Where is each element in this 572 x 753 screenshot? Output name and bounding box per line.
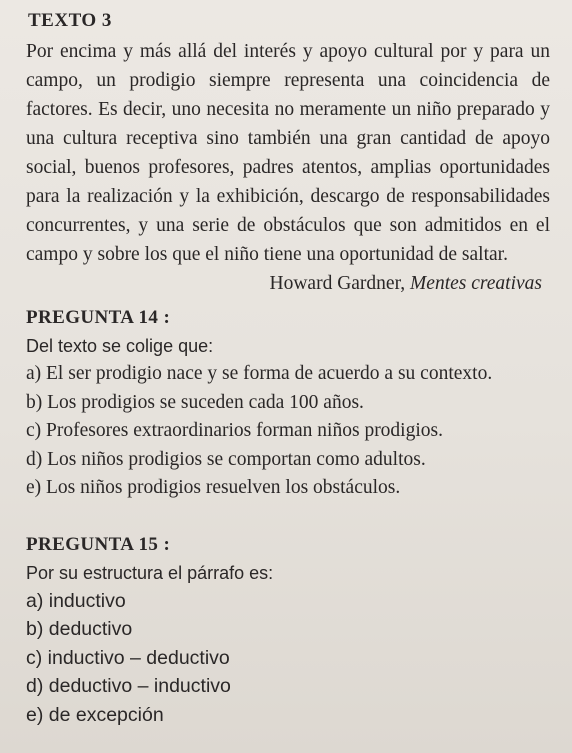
question-14-title: PREGUNTA 14 : [26,307,171,328]
question-15-options [22,587,556,730]
q14-option-c: c) Profesores extraordinarios forman niños prodigios. [26,420,443,441]
question-14-options [22,360,556,503]
q14-option-a: a) El ser prodigio nace y se forma de acuerdo a su contexto. [26,363,493,384]
source-author: Howard Gardner, [269,273,406,294]
q15-option-d: d) deductivo – inductivo [26,675,231,697]
passage-source [22,269,542,298]
document-page [22,8,556,729]
q15-option-e: e) de excepción [26,703,164,726]
text-title: TEXTO 3 [28,10,112,31]
q14-option-b: b) Los prodigios se suceden cada 100 años. [26,391,364,413]
q15-option-a: a) inductivo [26,589,126,612]
question-15-title: PREGUNTA 15 : [26,533,171,555]
source-book: Mentes creativas [410,273,542,294]
passage-paragraph: Por encima y más allá del interés y apoyo cultural por y para un campo, un prodigio siempre representa una coincidencia de factores. Es decir, uno necesita no meramente un niño preparado y una cultura receptiva sino también una gran cantidad de apoyo social, buenos profesores, padres atentos, amplias oportunidades para la realización y la exhibición, descargo de responsabilidades concurrentes, y una serie de obstáculos que son admitidos en el campo y sobre los que el niño tiene una oportunidad de saltar. [26,41,550,265]
question-15-stem: Por su estructura el párrafo es: [26,562,274,583]
question-14-stem: Del texto se colige que: [26,336,214,356]
q15-option-b: b) deductivo [26,618,133,640]
q14-option-e: e) Los niños prodigios resuelven los obstáculos. [26,477,401,498]
q15-option-c: c) inductivo – deductivo [26,646,230,669]
q14-option-d: d) Los niños prodigios se comportan como adultos. [26,448,426,470]
